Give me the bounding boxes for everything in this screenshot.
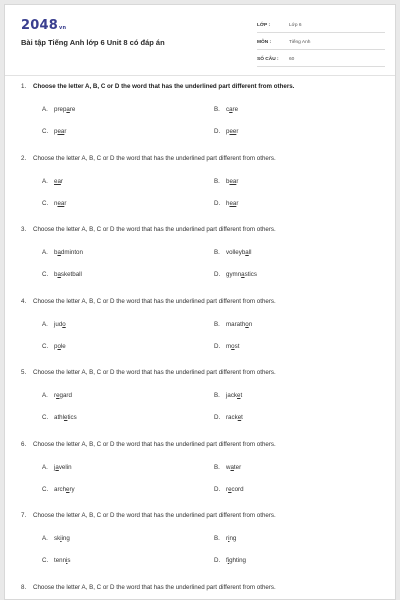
option-letter: B.: [214, 106, 220, 113]
word-part: gard: [59, 392, 72, 399]
question-line: [21, 584, 276, 592]
meta-label: MÔN :: [257, 40, 272, 45]
answer-option-c[interactable]: [42, 343, 66, 351]
word-part: c: [226, 106, 230, 113]
question-line: [21, 441, 276, 449]
option-word: [54, 392, 72, 400]
option-word: [226, 392, 242, 400]
word-part: ry: [69, 485, 75, 493]
option-letter: A.: [42, 463, 48, 471]
word-part: sketball: [60, 271, 82, 278]
word-part: athl: [54, 414, 64, 421]
option-word: [54, 343, 66, 351]
underlined-part: ea: [54, 177, 61, 185]
option-letter: C.: [42, 485, 49, 493]
word-part: velin: [58, 463, 72, 471]
word-part: r: [236, 177, 239, 185]
answer-option-b[interactable]: [214, 249, 251, 257]
underlined-part: e: [228, 485, 232, 493]
word-part: s: [67, 557, 71, 564]
option-word: [54, 486, 75, 494]
underlined-part: o: [62, 320, 66, 328]
word-part: tenn: [54, 557, 67, 564]
word-part: r: [236, 199, 239, 207]
word-part: ll: [248, 249, 252, 256]
underlined-part: ea: [57, 199, 65, 207]
underlined-part: ea: [229, 177, 237, 185]
question-item: [5, 83, 395, 155]
word-part: f: [226, 557, 228, 564]
option-letter: C.: [42, 414, 49, 421]
question-list: [5, 83, 395, 600]
underlined-part: i: [228, 535, 230, 542]
document-title: Bài tập Tiếng Anh lớp 6 Unit 8 có đáp án: [21, 38, 165, 47]
word-part: n: [54, 199, 58, 207]
answer-option-a[interactable]: [42, 464, 72, 472]
site-logo[interactable]: [21, 18, 66, 33]
word-part: dminton: [60, 249, 83, 256]
option-letter: B.: [214, 392, 220, 399]
question-text: Choose the letter A, B, C or D the word that has the underlined part different from others.: [33, 154, 276, 162]
question-text: Choose the letter A, B, C or D the word that has the underlined part different from others.: [33, 83, 295, 90]
answer-option-d[interactable]: [214, 486, 244, 494]
option-word: [226, 178, 238, 186]
option-letter: D.: [214, 128, 221, 135]
question-line: [21, 512, 276, 520]
word-part: r: [226, 485, 229, 493]
answer-option-a[interactable]: [42, 106, 75, 114]
worksheet: [4, 4, 396, 600]
underlined-part: ea: [57, 128, 65, 135]
question-text: Choose the letter A, B, C or D the word that has the underlined part different from others.: [33, 512, 276, 519]
question-text: Choose the letter A, B, C or D the word that has the underlined part different from others.: [33, 297, 276, 305]
question-number: 1.: [21, 83, 27, 90]
logo-text: 2048: [21, 18, 58, 33]
word-part: r: [64, 199, 67, 207]
underlined-part: ee: [229, 128, 237, 135]
word-part: r: [236, 128, 239, 135]
header-divider: [5, 75, 395, 76]
word-part: tics: [67, 414, 77, 421]
question-line: [21, 83, 294, 91]
word-part: j: [54, 463, 56, 471]
option-word: [54, 557, 71, 565]
word-part: jack: [226, 392, 238, 399]
word-part: arch: [54, 485, 67, 493]
underlined-part: o: [231, 342, 235, 350]
answer-option-d[interactable]: [214, 343, 239, 351]
question-item: [5, 298, 395, 370]
meta-value: 60: [289, 57, 295, 62]
word-part: re: [232, 106, 239, 113]
question-line: [21, 298, 276, 306]
word-part: rack: [226, 414, 238, 421]
underlined-part: a: [57, 249, 61, 256]
underlined-part: e: [56, 392, 60, 399]
word-part: r: [60, 177, 63, 185]
option-word: [226, 343, 239, 351]
meta-value: Lớp 6: [289, 23, 302, 28]
question-item: [5, 155, 395, 227]
option-letter: A.: [42, 177, 48, 185]
word-part: gymn: [226, 271, 242, 278]
underlined-part: a: [55, 463, 59, 471]
option-word: [226, 106, 238, 114]
question-number: 4.: [21, 297, 27, 305]
question-text: Choose the letter A, B, C or D the word that has the underlined part different from others.: [33, 369, 276, 376]
answer-option-c[interactable]: [42, 271, 82, 279]
answer-option-c[interactable]: [42, 128, 66, 136]
option-letter: A.: [42, 106, 48, 113]
underlined-part: e: [63, 414, 68, 421]
word-part: t: [241, 414, 243, 421]
answer-option-a[interactable]: [42, 249, 83, 257]
option-word: [54, 321, 66, 329]
question-text: Choose the letter A, B, C or D the word that has the underlined part different from others.: [33, 226, 276, 233]
underlined-part: a: [241, 271, 245, 278]
question-number: 5.: [21, 369, 27, 376]
question-number: 2.: [21, 154, 27, 162]
underlined-part: e: [237, 392, 241, 399]
option-word: [226, 535, 236, 543]
meta-row-count: [257, 53, 385, 67]
answer-option-b[interactable]: [214, 321, 252, 329]
option-word: [226, 271, 257, 279]
option-word: [54, 106, 75, 114]
question-line: [21, 226, 276, 234]
word-part: n: [248, 320, 253, 328]
option-word: [226, 249, 251, 257]
option-word: [226, 557, 246, 565]
answer-option-b[interactable]: [214, 535, 236, 543]
answer-option-a[interactable]: [42, 178, 63, 186]
underlined-part: i: [227, 557, 230, 564]
answer-option-b[interactable]: [214, 392, 242, 400]
option-word: [54, 249, 83, 257]
answer-option-c[interactable]: [42, 486, 75, 494]
option-word: [226, 486, 244, 494]
underlined-part: ea: [229, 199, 237, 207]
option-letter: C.: [42, 271, 49, 278]
answer-option-b[interactable]: [214, 106, 238, 114]
logo-suffix: vn: [58, 25, 67, 31]
option-word: [54, 128, 66, 136]
question-number: 6.: [21, 440, 27, 448]
meta-row-subject: [257, 36, 385, 50]
answer-option-c[interactable]: [42, 414, 77, 422]
underlined-part: e: [237, 414, 242, 421]
underlined-part: i: [66, 557, 68, 564]
answer-option-a[interactable]: [42, 321, 66, 329]
word-part: b: [226, 177, 230, 185]
option-word: [54, 200, 66, 208]
answer-option-b[interactable]: [214, 178, 238, 186]
question-text: Choose the letter A, B, C or D the word that has the underlined part different from others.: [33, 583, 276, 591]
word-part: m: [226, 342, 232, 350]
option-letter: C.: [42, 128, 49, 135]
word-part: b: [54, 271, 58, 278]
option-letter: D.: [214, 557, 221, 564]
option-letter: D.: [214, 342, 221, 350]
answer-option-a[interactable]: [42, 535, 70, 543]
word-part: jud: [54, 320, 63, 328]
option-letter: A.: [42, 320, 48, 328]
option-letter: B.: [214, 535, 220, 542]
word-part: r: [54, 392, 57, 399]
option-letter: D.: [214, 199, 221, 207]
underlined-part: e: [66, 485, 70, 493]
option-letter: D.: [214, 271, 221, 278]
question-line: [21, 155, 276, 163]
question-item: [5, 512, 395, 584]
worksheet-header: [5, 5, 395, 71]
option-word: [54, 535, 70, 543]
option-letter: B.: [214, 320, 220, 328]
option-letter: A.: [42, 535, 48, 542]
question-item: [5, 441, 395, 513]
answer-option-b[interactable]: [214, 464, 241, 472]
question-item: [5, 584, 395, 600]
question-line: [21, 369, 276, 377]
word-part: t: [240, 392, 243, 399]
answer-option-d[interactable]: [214, 414, 243, 422]
word-part: r: [226, 535, 229, 542]
question-number: 3.: [21, 226, 27, 233]
option-word: [54, 271, 82, 279]
underlined-part: a: [229, 106, 233, 113]
word-part: st: [234, 342, 240, 350]
word-part: ter: [233, 463, 242, 471]
option-word: [54, 414, 77, 422]
question-text: Choose the letter A, B, C or D the word that has the underlined part different from others.: [33, 440, 276, 448]
underlined-part: o: [245, 320, 249, 328]
option-letter: D.: [214, 414, 221, 421]
option-letter: B.: [214, 463, 220, 471]
word-part: p: [54, 128, 58, 135]
option-word: [226, 464, 241, 472]
word-part: p: [54, 342, 58, 350]
meta-label: SỐ CÂU :: [257, 57, 279, 62]
answer-option-d[interactable]: [214, 271, 257, 279]
underlined-part: a: [245, 249, 249, 256]
option-letter: A.: [42, 249, 48, 256]
option-letter: B.: [214, 177, 220, 185]
underlined-part: a: [66, 106, 70, 113]
meta-row-class: [257, 19, 385, 33]
word-part: ing: [61, 535, 70, 542]
word-part: b: [54, 249, 58, 256]
word-part: marath: [226, 320, 246, 328]
option-word: [226, 200, 238, 208]
option-letter: C.: [42, 199, 49, 207]
underlined-part: a: [57, 271, 61, 278]
answer-option-d[interactable]: [214, 557, 246, 565]
word-part: ng: [229, 535, 237, 542]
answer-option-c[interactable]: [42, 200, 66, 208]
option-letter: B.: [214, 249, 220, 256]
answer-option-d[interactable]: [214, 128, 238, 136]
option-letter: C.: [42, 342, 49, 350]
underlined-part: o: [57, 342, 61, 350]
word-part: ghting: [229, 557, 246, 564]
answer-option-d[interactable]: [214, 200, 238, 208]
underlined-part: a: [230, 463, 234, 471]
word-part: stics: [244, 271, 257, 278]
word-part: prep: [54, 106, 67, 113]
word-part: re: [69, 106, 76, 113]
option-word: [226, 128, 238, 136]
word-part: le: [60, 342, 66, 350]
option-word: [54, 464, 72, 472]
answer-option-c[interactable]: [42, 557, 71, 565]
meta-value: Tiếng Anh: [289, 40, 311, 45]
option-letter: D.: [214, 485, 221, 493]
option-letter: C.: [42, 557, 49, 564]
question-item: [5, 369, 395, 441]
underlined-part: i: [60, 535, 62, 542]
option-letter: A.: [42, 392, 48, 399]
word-part: cord: [231, 485, 244, 493]
meta-label: LỚP :: [257, 23, 271, 28]
question-number: 7.: [21, 512, 27, 519]
option-word: [226, 414, 243, 422]
question-item: [5, 226, 395, 298]
answer-option-a[interactable]: [42, 392, 72, 400]
word-part: r: [64, 128, 67, 135]
word-part: sk: [54, 535, 61, 542]
word-part: volleyb: [226, 249, 246, 256]
word-part: w: [226, 463, 231, 471]
option-word: [226, 321, 252, 329]
word-part: p: [226, 128, 230, 135]
option-word: [54, 178, 63, 186]
word-part: h: [226, 199, 230, 207]
meta-info: [257, 19, 385, 70]
question-number: 8.: [21, 583, 27, 591]
